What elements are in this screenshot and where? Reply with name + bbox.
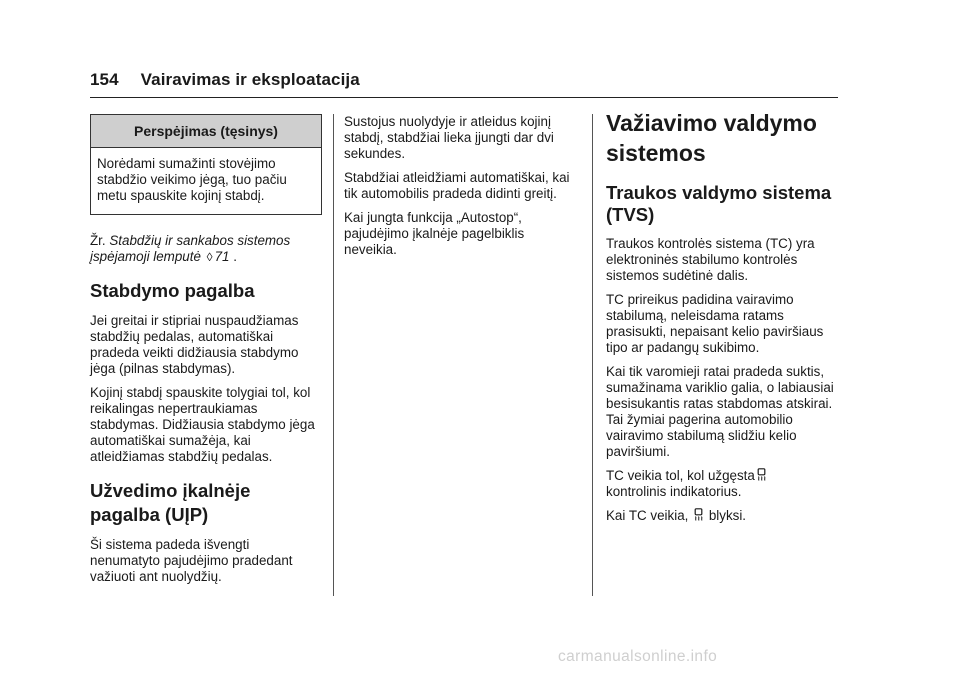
warning-title: Perspėjimas (tęsinys): [91, 115, 321, 148]
ref-prefix: Žr.: [90, 233, 110, 248]
tvs-paragraph-1: Traukos kontrolės sistema (TC) yra elektroninės stabilumo kontrolės sistemos sudėtinė dalis.: [606, 236, 815, 283]
traction-control-icon: [694, 508, 703, 521]
header-rule: [90, 97, 838, 98]
warning-body: Norėdami sumažinti stovėjimo stabdžio veikimo jėgą, tuo pačiu metu spauskite kojinį stabdį.: [97, 156, 287, 203]
brake-assist-paragraph-2: Kojinį stabdį spauskite tolygiai tol, kol reikalingas nepertraukiamas stabdymas. Didžiausia stabdymo jėga automatiškai sumažėja, kai atleidžiamas stabdžių pedalas.: [90, 385, 315, 464]
hill-assist-heading: Užvedimo įkalnėje pagalba (UĮP): [90, 480, 251, 525]
page-header: [90, 70, 360, 90]
tvs-p5-after: blyksi.: [708, 508, 747, 523]
page-number: 154: [90, 70, 119, 89]
page-ref-icon: ◊: [206, 250, 213, 264]
ref-page: 71: [214, 249, 230, 264]
tvs-heading: Traukos valdymo sistema (TVS): [606, 182, 832, 225]
tvs-p5-before: Kai TC veikia,: [606, 508, 689, 523]
warning-box: [90, 114, 322, 215]
watermark: carmanualsonline.info: [558, 648, 718, 665]
tvs-p4-before: TC veikia tol, kol užgęsta: [606, 468, 755, 483]
column-3: [606, 108, 838, 532]
brake-assist-heading: Stabdymo pagalba: [90, 280, 255, 301]
ref-suffix: .: [229, 249, 237, 264]
main-section-heading: Važiavimo valdymo sistemos: [606, 110, 817, 166]
tvs-paragraph-4: [606, 468, 838, 500]
tvs-paragraph-5: [606, 508, 838, 524]
column-2: [344, 114, 580, 266]
tvs-p4-after: kontrolinis indikatorius.: [606, 484, 742, 499]
tvs-paragraph-3: Kai tik varomieji ratai pradeda suktis, sumažinama variklio galia, o labiausiai besisukantis ratas stabdomas atskirai. Tai žymiai pagerina automobilio vairavimo stabilumą slidžiu kelio paviršiumi.: [606, 364, 834, 459]
hill-assist-paragraph: Ši sistema padeda išvengti nenumatyto pajudėjimo pradedant važiuoti ant nuolydžių.: [90, 537, 293, 584]
column-divider-1: [333, 114, 334, 596]
tvs-paragraph-2: TC prireikus padidina vairavimo stabilumą, neleisdama ratams prasisukti, nepaisant kelio paviršiaus tipo ar padangų sukibimo.: [606, 292, 824, 355]
col2-paragraph-2: Stabdžiai atleidžiami automatiškai, kai tik automobilis pradeda didinti greitį.: [344, 170, 570, 201]
column-divider-2: [592, 114, 593, 596]
col2-paragraph-3: Kai jungta funkcija „Autostop“, pajudėjimo įkalnėje pagelbiklis neveikia.: [344, 210, 525, 257]
column-1: [90, 114, 322, 593]
col2-paragraph-1: Sustojus nuolydyje ir atleidus kojinį stabdį, stabdžiai lieka įjungti dar dvi sekundes.: [344, 114, 554, 161]
traction-control-icon: [757, 468, 766, 481]
brake-assist-paragraph-1: Jei greitai ir stipriai nuspaudžiamas stabdžių pedalas, automatiškai pradeda veikti didžiausia stabdymo jėga (pilnas stabdymas).: [90, 313, 299, 376]
cross-reference: [90, 233, 322, 265]
ref-text: Stabdžių ir sankabos sistemos įspėjamoji lemputė: [90, 233, 291, 264]
section-title: Vairavimas ir eksploatacija: [140, 70, 360, 89]
